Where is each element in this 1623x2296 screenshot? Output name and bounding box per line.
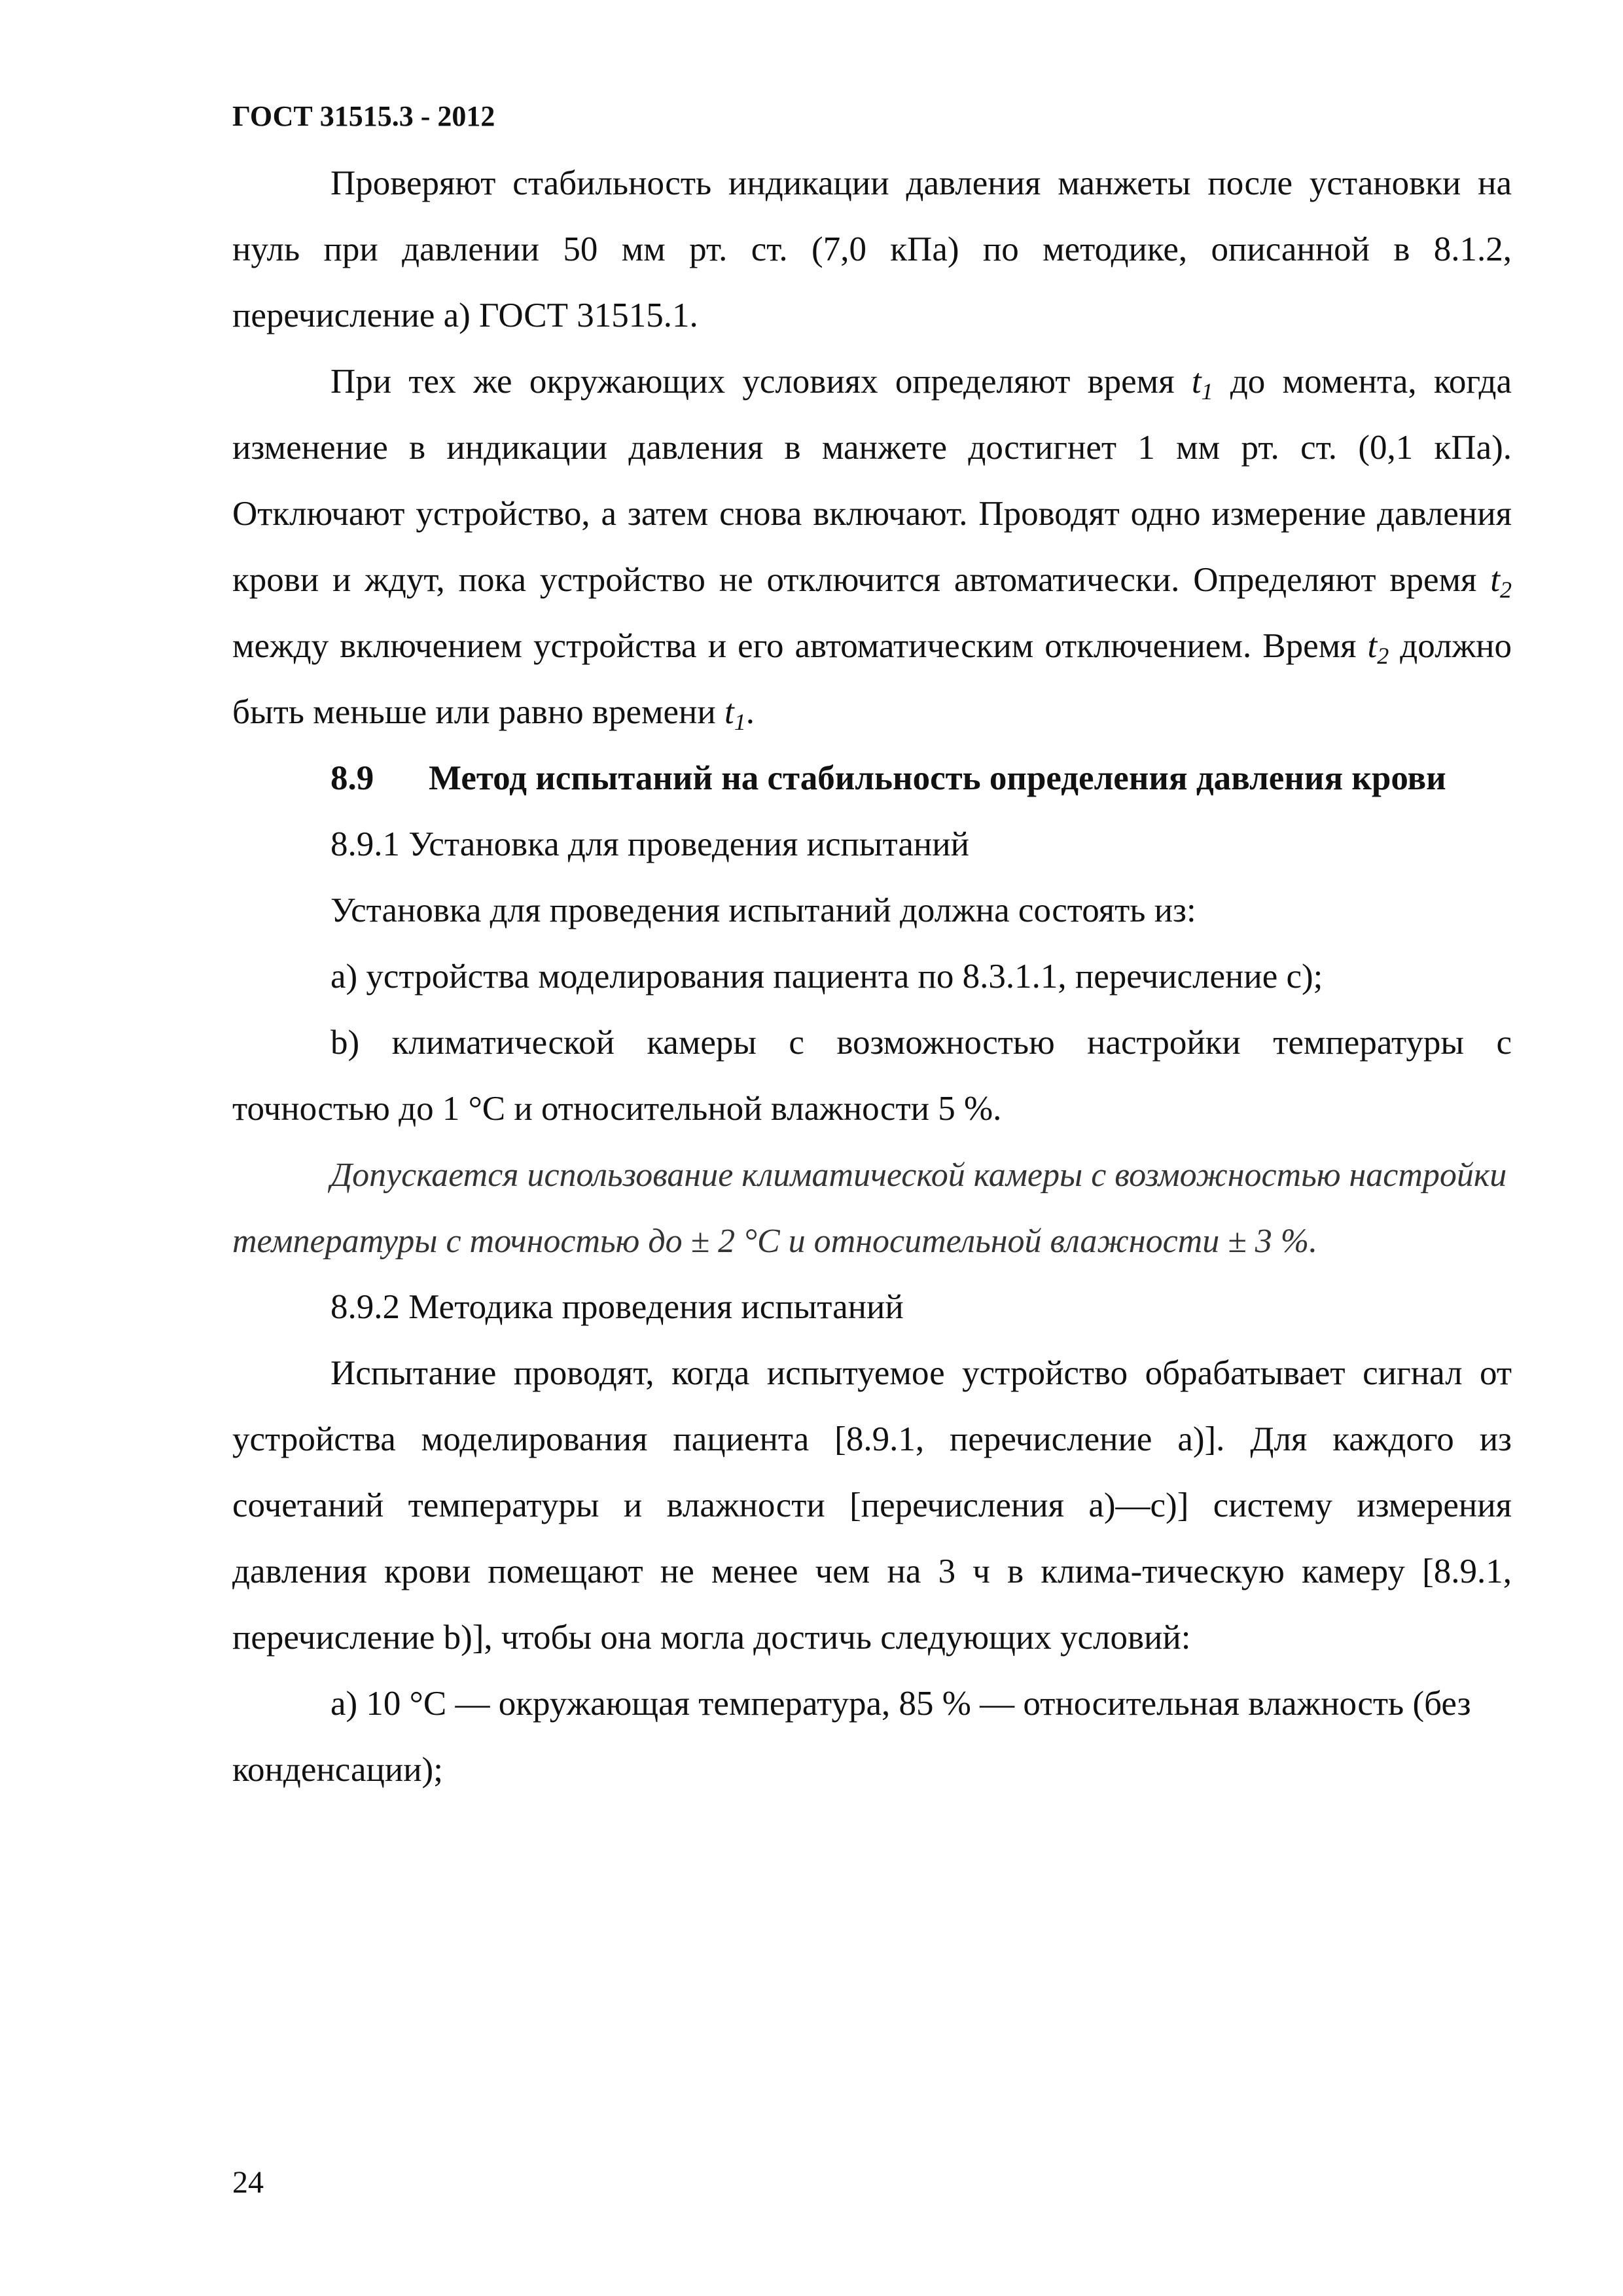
subsection-title-8-9-2: 8.9.2 Методика проведения испытаний [330,1288,904,1326]
subsection-title-8-9-1: 8.9.1 Установка для проведения испытаний [330,825,969,863]
note-paragraph: Допускается использование климатической камеры с возможностью настройки температуры с точностью до ± 2 °С и относительной влажности ± 3 %. [232,1157,1507,1260]
paragraph-time-measurement: При тех же окружающих условиях определяют время $t_1$ до момента, когда изменение в индикации давления в манжете достигнет 1 мм рт. ст. (0,1 кПа). Отключают устройство, а затем снова включают. Проводят одно измерение давления крови и ждут, пока устройство не отключится автоматически. Определяют время $t_2$ между включением устройства и его автоматическим отключением. Время $t_2$ должно быть меньше или равно времени $t_1$. [232,363,1512,735]
setup-intro: Установка для проведения испытаний должна состоять из: [330,891,1196,929]
variable-t2: $t_2$ [1367,627,1389,669]
list-item-a: а) устройства моделирования пациента по 8.3.1.1, перечисление с); [330,958,1323,996]
variable-t2: $t_2$ [1490,561,1512,603]
page-number: 24 [232,2165,264,2200]
section-title: Метод испытаний на стабильность определения давления крови [429,759,1446,797]
section-heading-8-9 [232,745,1512,812]
variable-t1: $t_1$ [724,693,746,735]
list-item-b: b) климатической камеры с возможностью настройки температуры с точностью до 1 °С и относительной влажности 5 %. [232,1024,1512,1128]
condition-item-a: а) 10 °С — окружающая температура, 85 % — относительная влажность (без конденсации); [232,1685,1471,1789]
section-number: 8.9 [330,759,374,797]
paragraph-stability-check: Проверяют стабильность индикации давления манжеты после установки на нуль при давлении 50 мм рт. ст. (7,0 кПа) по методике, описанной в 8.1.2, перечисление а) ГОСТ 31515.1. [232,164,1512,334]
variable-t1: $t_1$ [1191,363,1213,404]
document-header: ГОСТ 31515.3 - 2012 [232,100,495,132]
document-body [232,151,1512,1803]
paragraph-test-procedure: Испытание проводят, когда испытуемое устройство обрабатывает сигнал от устройства моделирования пациента [8.9.1, перечисление а)]. Для каждого из сочетаний температуры и влажности [перечисления а)—с)] систему измерения давления крови помещают не менее чем на 3 ч в клима-тическую камеру [8.9.1, перечисление b)], чтобы она могла достичь следующих условий: [232,1354,1512,1657]
